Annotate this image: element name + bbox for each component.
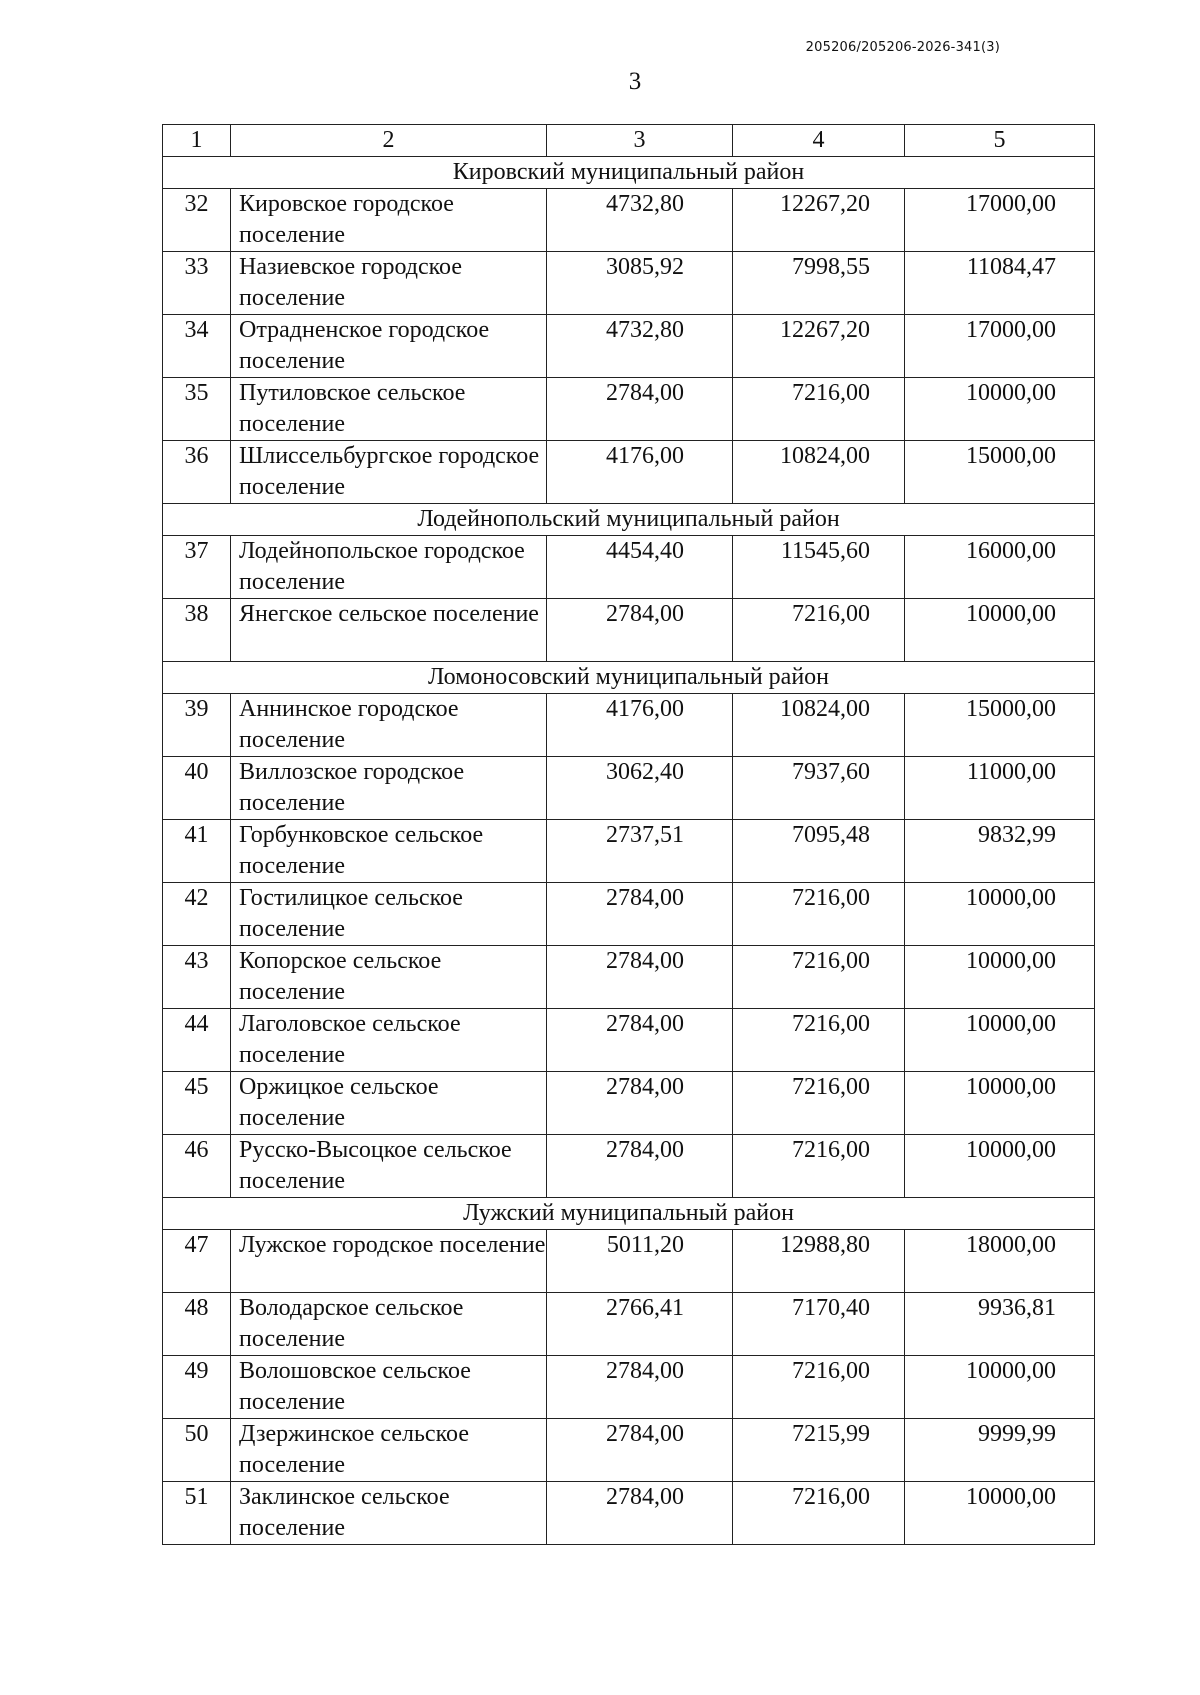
row-number: 39 [163,694,231,757]
row-number: 48 [163,1293,231,1356]
row-number: 47 [163,1230,231,1293]
row-number: 34 [163,315,231,378]
table-row [163,441,1095,504]
value-column-3: 4176,00 [547,441,733,504]
table-row [163,1230,1095,1293]
value-column-3: 2784,00 [547,1482,733,1545]
row-number: 40 [163,757,231,820]
value-column-5: 9832,99 [905,820,1095,883]
section-title: Лужский муниципальный район [163,1198,1095,1230]
value-column-3: 2737,51 [547,820,733,883]
settlement-name: Виллозское городское поселение [231,757,547,820]
settlement-name: Лаголовское сельское поселение [231,1009,547,1072]
section-row [163,1198,1095,1230]
table-row [163,1482,1095,1545]
table-row [163,820,1095,883]
settlement-name: Горбунковское сельское поселение [231,820,547,883]
row-number: 35 [163,378,231,441]
column-header: 2 [231,125,547,157]
value-column-4: 12267,20 [733,315,905,378]
section-row [163,662,1095,694]
table-row [163,189,1095,252]
value-column-3: 4732,80 [547,189,733,252]
settlement-name: Волошовское сельское поселение [231,1356,547,1419]
row-number: 37 [163,536,231,599]
value-column-5: 10000,00 [905,378,1095,441]
value-column-4: 7216,00 [733,946,905,1009]
row-number: 38 [163,599,231,662]
value-column-4: 7095,48 [733,820,905,883]
row-number: 32 [163,189,231,252]
table-row [163,946,1095,1009]
table-row [163,315,1095,378]
table-row [163,536,1095,599]
value-column-4: 7216,00 [733,1135,905,1198]
value-column-4: 7216,00 [733,883,905,946]
table-row [163,883,1095,946]
value-column-3: 2784,00 [547,378,733,441]
value-column-5: 9999,99 [905,1419,1095,1482]
value-column-5: 9936,81 [905,1293,1095,1356]
value-column-3: 4176,00 [547,694,733,757]
value-column-4: 12988,80 [733,1230,905,1293]
row-number: 44 [163,1009,231,1072]
value-column-4: 7216,00 [733,378,905,441]
row-number: 49 [163,1356,231,1419]
row-number: 41 [163,820,231,883]
allocation-table [162,124,1095,1545]
settlement-name: Путиловское сельское поселение [231,378,547,441]
value-column-5: 10000,00 [905,883,1095,946]
value-column-3: 2784,00 [547,1072,733,1135]
value-column-3: 4454,40 [547,536,733,599]
section-row [163,157,1095,189]
settlement-name: Копорское сельское поселение [231,946,547,1009]
value-column-3: 2784,00 [547,883,733,946]
column-header: 5 [905,125,1095,157]
value-column-5: 17000,00 [905,189,1095,252]
column-header: 3 [547,125,733,157]
table-row [163,1072,1095,1135]
settlement-name: Аннинское городское поселение [231,694,547,757]
value-column-4: 7216,00 [733,1356,905,1419]
settlement-name: Лодейнопольское городское поселение [231,536,547,599]
row-number: 45 [163,1072,231,1135]
row-number: 36 [163,441,231,504]
value-column-4: 7998,55 [733,252,905,315]
settlement-name: Лужское городское поселение [231,1230,547,1293]
value-column-3: 2784,00 [547,946,733,1009]
table-row [163,1293,1095,1356]
value-column-5: 16000,00 [905,536,1095,599]
value-column-4: 7170,40 [733,1293,905,1356]
settlement-name: Володарское сельское поселение [231,1293,547,1356]
value-column-3: 4732,80 [547,315,733,378]
value-column-4: 7216,00 [733,599,905,662]
settlement-name: Оржицкое сельское поселение [231,1072,547,1135]
value-column-5: 15000,00 [905,441,1095,504]
value-column-4: 7216,00 [733,1009,905,1072]
row-number: 50 [163,1419,231,1482]
table-row [163,1419,1095,1482]
value-column-5: 10000,00 [905,599,1095,662]
value-column-5: 10000,00 [905,1009,1095,1072]
value-column-4: 7216,00 [733,1072,905,1135]
value-column-5: 11084,47 [905,252,1095,315]
settlement-name: Назиевское городское поселение [231,252,547,315]
table-row [163,757,1095,820]
table-row [163,694,1095,757]
table-body [163,125,1095,1545]
section-title: Лодейнопольский муниципальный район [163,504,1095,536]
row-number: 51 [163,1482,231,1545]
value-column-3: 2784,00 [547,1135,733,1198]
table-row [163,599,1095,662]
section-title: Ломоносовский муниципальный район [163,662,1095,694]
table-row [163,378,1095,441]
value-column-5: 10000,00 [905,1135,1095,1198]
value-column-4: 11545,60 [733,536,905,599]
row-number: 42 [163,883,231,946]
section-title: Кировский муниципальный район [163,157,1095,189]
value-column-4: 7215,99 [733,1419,905,1482]
settlement-name: Кировское городское поселение [231,189,547,252]
row-number: 46 [163,1135,231,1198]
value-column-5: 17000,00 [905,315,1095,378]
value-column-3: 2784,00 [547,1356,733,1419]
value-column-4: 12267,20 [733,189,905,252]
value-column-4: 7937,60 [733,757,905,820]
header-row [163,125,1095,157]
settlement-name: Янегское сельское поселение [231,599,547,662]
column-header: 4 [733,125,905,157]
page-number: 3 [628,68,642,95]
settlement-name: Заклинское сельское поселение [231,1482,547,1545]
table-row [163,1356,1095,1419]
settlement-name: Отрадненское городское поселение [231,315,547,378]
value-column-4: 10824,00 [733,694,905,757]
value-column-3: 3062,40 [547,757,733,820]
value-column-5: 10000,00 [905,1356,1095,1419]
settlement-name: Гостилицкое сельское поселение [231,883,547,946]
column-header: 1 [163,125,231,157]
row-number: 43 [163,946,231,1009]
table-row [163,1009,1095,1072]
table-row [163,1135,1095,1198]
value-column-5: 11000,00 [905,757,1095,820]
section-row [163,504,1095,536]
value-column-3: 2784,00 [547,599,733,662]
value-column-5: 10000,00 [905,1482,1095,1545]
value-column-4: 10824,00 [733,441,905,504]
value-column-5: 15000,00 [905,694,1095,757]
settlement-name: Дзержинское сельское поселение [231,1419,547,1482]
value-column-3: 5011,20 [547,1230,733,1293]
table-row [163,252,1095,315]
value-column-5: 18000,00 [905,1230,1095,1293]
value-column-4: 7216,00 [733,1482,905,1545]
settlement-name: Шлиссельбургское городское поселение [231,441,547,504]
settlement-name: Русско-Высоцкое сельское поселение [231,1135,547,1198]
value-column-3: 2784,00 [547,1419,733,1482]
value-column-5: 10000,00 [905,946,1095,1009]
value-column-3: 2784,00 [547,1009,733,1072]
document-id: 205206/205206-2026-341(3) [805,40,1000,55]
value-column-5: 10000,00 [905,1072,1095,1135]
value-column-3: 3085,92 [547,252,733,315]
value-column-3: 2766,41 [547,1293,733,1356]
row-number: 33 [163,252,231,315]
